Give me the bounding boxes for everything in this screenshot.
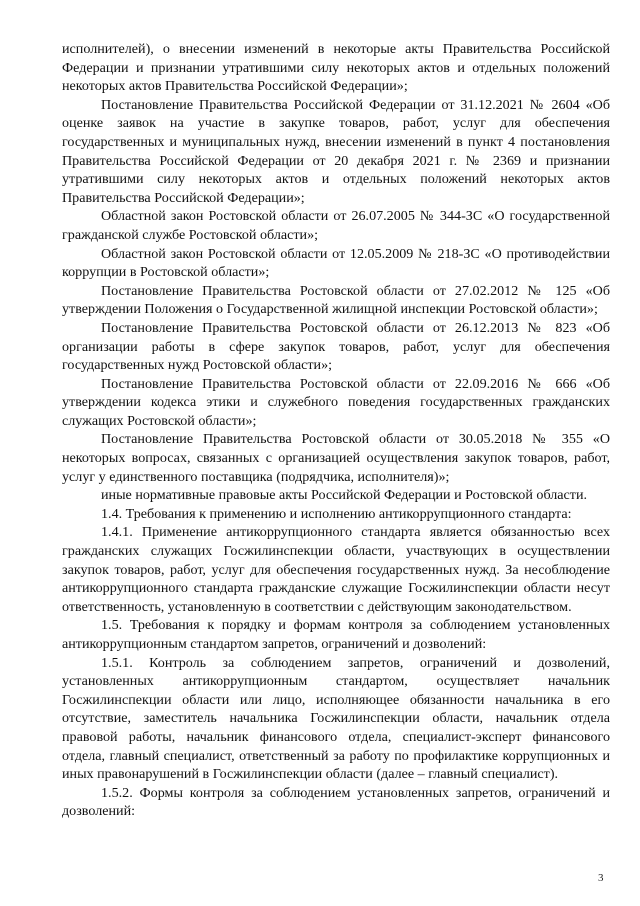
paragraph-postanovlenie-666: Постановление Правительства Ростовской области от 22.09.2016 № 666 «Об утверждении кодекса этики и служебного поведения государственных гражданских служащих Ростовской области»; [62, 375, 610, 429]
paragraph-1-4-1: 1.4.1. Применение антикоррупционного стандарта является обязанностью всех гражданских служащих Госжилинспекции области, участвующих в осуществлении закупок товаров, работ, услуг для обеспечения государственных нужд. За несоблюдение антикоррупционного стандарта гражданские служащие Госжилинспекции области несут ответственность, установленную в соответствии с действующим законодательством. [62, 524, 610, 615]
paragraph-zakon-218: Областной закон Ростовской области от 12.05.2009 № 218-ЗС «О противодействии коррупции в Ростовской области»; [62, 245, 610, 281]
paragraph-other-acts: иные нормативные правовые акты Российской Федерации и Ростовской области. [101, 487, 588, 504]
section-heading-1-5: 1.5. Требования к порядку и формам контроля за соблюдением установленных антикоррупционным стандартом запретов, ограничений и дозволений: [62, 617, 610, 652]
section-heading-1-4: 1.4. Требования к применению и исполнению антикоррупционного стандарта: [101, 505, 572, 522]
paragraph-postanovlenie-125: Постановление Правительства Ростовской области от 27.02.2012 № 125 «Об утверждении Положения о Государственной жилищной инспекции Ростовской области»; [62, 282, 610, 318]
paragraph-zakon-344: Областной закон Ростовской области от 26.07.2005 № 344-ЗС «О государственной гражданской службе Ростовской области»; [62, 208, 610, 243]
paragraph-postanovlenie-355: Постановление Правительства Ростовской области от 30.05.2018 № 355 «О некоторых вопросах, связанных с организацией осуществления закупок товаров, работ, услуг у единственного поставщика (подрядчика, исполнителя)»; [62, 431, 610, 485]
paragraph-1-5-1: 1.5.1. Контроль за соблюдением запретов, ограничений и дозволений, установленных антикоррупционным стандартом, осуществляет начальник Госжилинспекции области или лицо, исполняющее обязанности начальника в его отсутствие, заместитель начальника Госжилинспекции области, начальник отдела правовой работы, начальник финансового отдела, специалист-эксперт финансового отдела, главный специалист, ответственный за работу по профилактике коррупционных и иных правонарушений в Госжилинспекции области (далее – главный специалист). [62, 654, 610, 783]
paragraph-postanovlenie-823: Постановление Правительства Ростовской области от 26.12.2013 № 823 «Об организации работы в сфере закупок товаров, работ, услуг для обеспечения государственных нужд Ростовской области»; [62, 319, 610, 374]
document-body [62, 40, 610, 821]
page-number: 3 [598, 872, 604, 884]
paragraph-continuation: исполнителей), о внесении изменений в некоторые акты Правительства Российской Федерации и признании утратившими силу некоторых актов и отдельных положений некоторых актов Правительства Российской Федерации»; [62, 41, 610, 95]
paragraph-1-5-2: 1.5.2. Формы контроля за соблюдением установленных запретов, ограничений и дозволений: [62, 784, 610, 820]
paragraph-postanovlenie-2604: Постановление Правительства Российской Федерации от 31.12.2021 № 2604 «Об оценке заявок на участие в закупке товаров, работ, услуг для обеспечения государственных и муниципальных нужд, внесении изменений в пункт 4 постановления Правительства Российской Федерации от 20 декабря 2021 г. № 2369 и признании утратившими силу некоторых актов и отдельных положений некоторых актов Правительства Российской Федерации»; [62, 96, 610, 206]
